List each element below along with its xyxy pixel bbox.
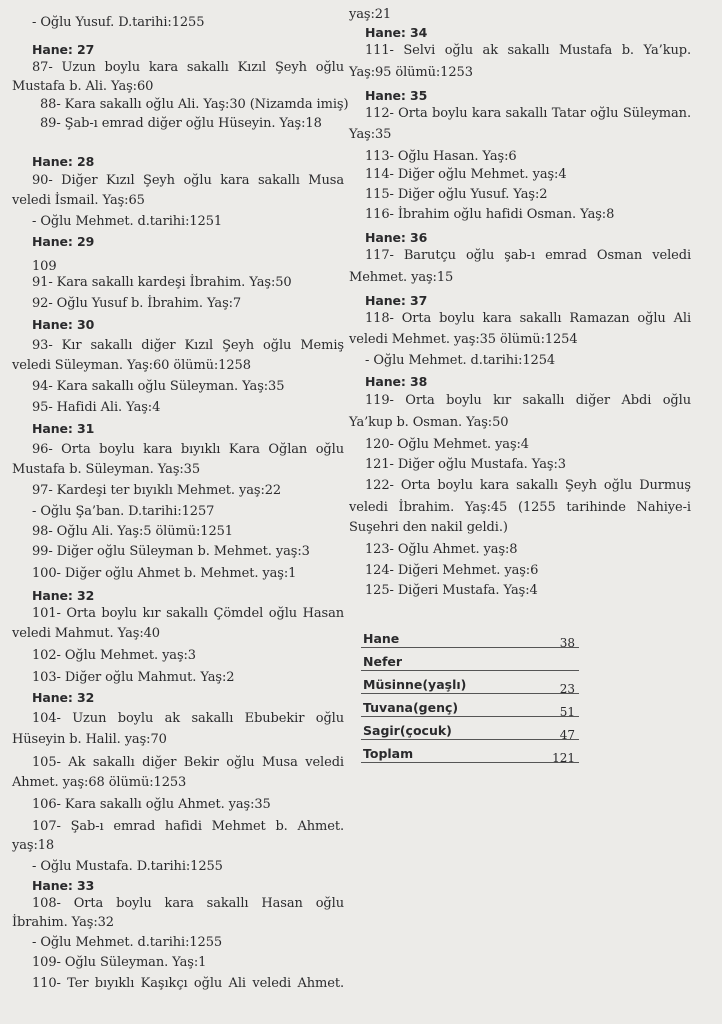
entry-line: 100- Diğer oğlu Ahmet b. Mehmet. yaş:1 xyxy=(32,566,297,581)
entry-line: Yaş:95 ölümü:1253 xyxy=(349,65,473,80)
entry-line: 121- Diğer oğlu Mustafa. Yaş:3 xyxy=(365,457,566,472)
summary-table xyxy=(361,626,579,764)
household-heading: Hane: 32 xyxy=(32,588,95,603)
entry-line: 89- Şab-ı emrad diğer oğlu Hüseyin. Yaş:18 xyxy=(40,116,322,131)
summary-value: 51 xyxy=(559,705,575,719)
summary-label: Toplam xyxy=(363,746,414,761)
household-heading: Hane: 28 xyxy=(32,154,95,169)
entry-line: 107- Şab-ı emrad hafidi Mehmet b. Ahmet. xyxy=(32,819,344,834)
entry-line: 109- Oğlu Süleyman. Yaş:1 xyxy=(32,955,207,970)
entry-line: - Oğlu Şa’ban. D.tarihi:1257 xyxy=(32,504,215,519)
entry-line: - Oğlu Mehmet. d.tarihi:1251 xyxy=(32,214,223,229)
entry-line: Mustafa b. Süleyman. Yaş:35 xyxy=(12,462,201,477)
entry-line: Yaş:35 xyxy=(349,127,392,142)
entry-line: 106- Kara sakallı oğlu Ahmet. yaş:35 xyxy=(32,797,271,812)
summary-value: 23 xyxy=(559,682,575,696)
entry-line: Mehmet. yaş:15 xyxy=(349,270,454,285)
household-heading: Hane: 35 xyxy=(365,88,428,103)
entry-line: veledi İbrahim. Yaş:45 (1255 tarihinde Nahiye-i xyxy=(349,500,691,515)
household-heading: Hane: 31 xyxy=(32,421,95,436)
entry-line: 104- Uzun boylu ak sakallı Ebubekir oğlu xyxy=(32,711,344,726)
summary-label: Müsinne(yaşlı) xyxy=(363,677,467,692)
household-heading: Hane: 34 xyxy=(365,25,428,40)
entry-line: 109 xyxy=(32,259,57,274)
entry-line: 122- Orta boylu kara sakallı Şeyh oğlu Durmuş xyxy=(365,478,691,493)
summary-row xyxy=(361,741,579,763)
entry-line: 90- Diğer Kızıl Şeyh oğlu kara sakallı Musa xyxy=(32,173,344,188)
entry-line: veledi Mehmet. yaş:35 ölümü:1254 xyxy=(349,332,578,347)
summary-label: Tuvana(genç) xyxy=(363,700,459,715)
entry-line: 101- Orta boylu kır sakallı Çömdel oğlu Hasan xyxy=(32,606,344,621)
household-heading: Hane: 37 xyxy=(365,293,428,308)
summary-value: 47 xyxy=(559,728,575,742)
summary-row xyxy=(361,649,579,671)
entry-line: 95- Hafidi Ali. Yaş:4 xyxy=(32,400,161,415)
entry-line: 118- Orta boylu kara sakallı Ramazan oğlu Ali xyxy=(365,311,691,326)
summary-row xyxy=(361,626,579,648)
entry-line: 94- Kara sakallı oğlu Süleyman. Yaş:35 xyxy=(32,379,285,394)
summary-row xyxy=(361,672,579,694)
household-heading: Hane: 33 xyxy=(32,878,95,893)
summary-value: 121 xyxy=(552,751,575,765)
entry-line: - Oğlu Mehmet. d.tarihi:1255 xyxy=(32,935,223,950)
summary-row xyxy=(361,695,579,717)
entry-line: 93- Kır sakallı diğer Kızıl Şeyh oğlu Memiş xyxy=(32,338,344,353)
entry-line: 88- Kara sakallı oğlu Ali. Yaş:30 (Nizamda imiş) xyxy=(40,97,349,112)
entry-line: 112- Orta boylu kara sakallı Tatar oğlu Süleyman. xyxy=(365,106,691,121)
entry-line: 123- Oğlu Ahmet. yaş:8 xyxy=(365,542,518,557)
entry-line: 110- Ter bıyıklı Kaşıkçı oğlu Ali veledi Ahmet. xyxy=(32,976,344,991)
entry-line: 115- Diğer oğlu Yusuf. Yaş:2 xyxy=(365,187,548,202)
household-heading: Hane: 38 xyxy=(365,374,428,389)
household-heading: Hane: 30 xyxy=(32,317,95,332)
household-heading: Hane: 29 xyxy=(32,234,95,249)
entry-line: 119- Orta boylu kır sakallı diğer Abdi oğlu xyxy=(365,393,691,408)
entry-line: 98- Oğlu Ali. Yaş:5 ölümü:1251 xyxy=(32,524,233,539)
summary-label: Sagir(çocuk) xyxy=(363,723,452,738)
entry-line: 108- Orta boylu kara sakallı Hasan oğlu xyxy=(32,896,344,911)
entry-line: 92- Oğlu Yusuf b. İbrahim. Yaş:7 xyxy=(32,296,242,311)
entry-line: veledi Süleyman. Yaş:60 ölümü:1258 xyxy=(12,358,251,373)
entry-line: 125- Diğeri Mustafa. Yaş:4 xyxy=(365,583,538,598)
household-heading: Hane: 27 xyxy=(32,42,95,57)
entry-line: Suşehri den nakil geldi.) xyxy=(349,520,508,535)
entry-line: 120- Oğlu Mehmet. yaş:4 xyxy=(365,437,529,452)
entry-line: 87- Uzun boylu kara sakallı Kızıl Şeyh oğlu xyxy=(32,60,344,75)
entry-line: yaş:18 xyxy=(12,838,55,853)
summary-label: Hane xyxy=(363,631,400,646)
entry-line: - Oğlu Yusuf. D.tarihi:1255 xyxy=(32,15,205,30)
entry-line: 114- Diğer oğlu Mehmet. yaş:4 xyxy=(365,167,567,182)
entry-line: 103- Diğer oğlu Mahmut. Yaş:2 xyxy=(32,670,235,685)
entry-line: veledi Mahmut. Yaş:40 xyxy=(12,626,160,641)
entry-line: 111- Selvi oğlu ak sakallı Mustafa b. Ya’kup. xyxy=(365,43,691,58)
entry-line: 116- İbrahim oğlu hafidi Osman. Yaş:8 xyxy=(365,207,615,222)
entry-line: 124- Diğeri Mehmet. yaş:6 xyxy=(365,563,539,578)
entry-line: 91- Kara sakallı kardeşi İbrahim. Yaş:50 xyxy=(32,275,292,290)
entry-line: Hüseyin b. Halil. yaş:70 xyxy=(12,732,167,747)
entry-line: İbrahim. Yaş:32 xyxy=(12,915,114,930)
summary-label: Nefer xyxy=(363,654,403,669)
entry-line: Mustafa b. Ali. Yaş:60 xyxy=(12,79,154,94)
summary-row xyxy=(361,718,579,740)
entry-line: 97- Kardeşi ter bıyıklı Mehmet. yaş:22 xyxy=(32,483,282,498)
entry-line: Ahmet. yaş:68 ölümü:1253 xyxy=(12,775,187,790)
entry-line: 96- Orta boylu kara bıyıklı Kara Oğlan oğlu xyxy=(32,442,344,457)
entry-line: veledi İsmail. Yaş:65 xyxy=(12,193,145,208)
household-heading: Hane: 32 xyxy=(32,690,95,705)
entry-line: 99- Diğer oğlu Süleyman b. Mehmet. yaş:3 xyxy=(32,544,310,559)
household-heading: Hane: 36 xyxy=(365,230,428,245)
entry-line: yaş:21 xyxy=(349,7,392,22)
entry-line: Ya’kup b. Osman. Yaş:50 xyxy=(349,415,509,430)
summary-value: 38 xyxy=(559,636,575,650)
entry-line: - Oğlu Mehmet. d.tarihi:1254 xyxy=(365,353,556,368)
entry-line: 105- Ak sakallı diğer Bekir oğlu Musa veledi xyxy=(32,755,344,770)
entry-line: 113- Oğlu Hasan. Yaş:6 xyxy=(365,149,517,164)
entry-line: 117- Barutçu oğlu şab-ı emrad Osman veledi xyxy=(365,248,691,263)
entry-line: - Oğlu Mustafa. D.tarihi:1255 xyxy=(32,859,223,874)
entry-line: 102- Oğlu Mehmet. yaş:3 xyxy=(32,648,196,663)
